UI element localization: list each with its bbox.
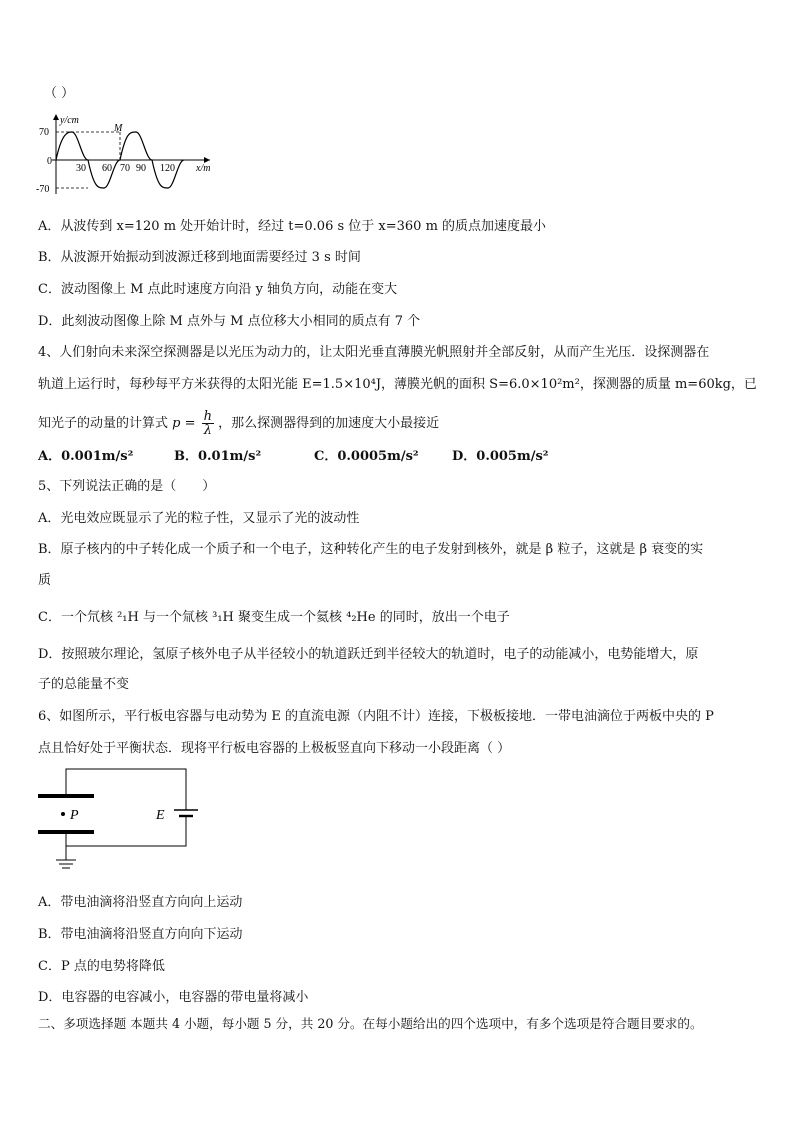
wave-graph — [36, 112, 216, 196]
q5-option-c: C．一个氘核 ²₁H 与一个氚核 ³₁H 聚变生成一个氦核 ⁴₂He 的同时，放出一个电子 — [38, 610, 510, 625]
q6-option-a: A．带电油滴将沿竖直方向向上运动 — [38, 895, 243, 910]
q6-option-c: C．P 点的电势将降低 — [38, 959, 165, 974]
circuit-top-wire — [66, 769, 186, 804]
q4-option-b: B．0.01m/s² — [174, 449, 262, 464]
q6-option-b: B．带电油滴将沿竖直方向向下运动 — [38, 927, 243, 942]
q4-stem-line1: 4、人们射向未来深空探测器是以光压为动力的，让太阳光垂直薄膜光帆照射并全部反射，从而产生光压．设探测器在 — [38, 345, 710, 360]
section2-heading: 二、多项选择题 本题共 4 小题，每小题 5 分，共 20 分。在每小题给出的四个选项中，有多个选项是符合题目要求的。 — [38, 1016, 703, 1031]
q3-option-d: D．此刻波动图像上除 M 点外与 M 点位移大小相同的质点有 7 个 — [38, 314, 421, 329]
q4-option-d: D．0.005m/s² — [452, 449, 549, 464]
capacitor-circuit — [34, 766, 214, 884]
q4-stem-line3 — [38, 410, 439, 437]
q6-stem-line1: 6、如图所示，平行板电容器与电动势为 E 的直流电源（内阻不计）连接，下极板接地．一带电油滴位于两板中央的 P — [38, 709, 714, 724]
x-tick-60: 60 — [102, 163, 112, 174]
oil-droplet — [61, 812, 65, 816]
formula-numerator: h — [203, 409, 213, 424]
q4-stem-line2: 轨道上运行时，每秒每平方米获得的太阳光能 E=1.5×10⁴J，薄膜光帆的面积 S=6.0×10²m²，探测器的质量 m=60kg，已 — [38, 377, 757, 392]
x-tick-120: 120 — [160, 163, 175, 174]
q3-option-b: B．从波源开始振动到波源迁移到地面需要经过 3 s 时间 — [38, 250, 361, 265]
formula-fraction — [202, 410, 214, 437]
point-m-label: M — [114, 123, 123, 134]
q4-formula — [172, 410, 214, 437]
y-label-neg70: -70 — [36, 184, 50, 195]
q6-stem-line2: 点且恰好处于平衡状态．现将平行板电容器的上极板竖直向下移动一小段距离（ ） — [38, 741, 511, 756]
point-p-label: P — [70, 808, 79, 823]
x-tick-30: 30 — [76, 163, 86, 174]
q3-option-a: A．从波传到 x=120 m 处开始计时，经过 t=0.06 s 位于 x=360 m 的质点加速度最小 — [38, 219, 547, 234]
q5-option-d-line2: 子的总能量不变 — [38, 677, 130, 692]
formula-lhs: p = — [172, 416, 196, 431]
q5-stem: 5、下列说法正确的是（ ） — [38, 479, 216, 494]
y-axis-arrow — [53, 114, 59, 120]
upper-plate — [38, 794, 94, 798]
q6-option-d: D．电容器的电容减小，电容器的带电量将减小 — [38, 990, 309, 1005]
formula-denominator: λ — [203, 423, 212, 438]
q5-option-b-line1: B．原子核内的中子转化成一个质子和一个电子，这种转化产生的电子发射到核外，就是 β 粒子，这就是 β 衰变的实 — [38, 542, 704, 557]
q3-option-c: C．波动图像上 M 点此时速度方向沿 y 轴负方向，动能在变大 — [38, 282, 398, 297]
q3-answer-paren: （ ） — [44, 86, 75, 101]
x-tick-90: 90 — [136, 163, 146, 174]
q4-options — [0, 448, 794, 466]
y-axis-label: y/cm — [60, 115, 79, 126]
y-label-70: 70 — [39, 127, 49, 138]
x-tick-70: 70 — [120, 163, 130, 174]
q4-line3-post: ，那么探测器得到的加速度大小最接近 — [218, 416, 440, 431]
x-axis-label: x/m — [196, 163, 211, 174]
q4-line3-pre: 知光子的动量的计算式 — [38, 416, 169, 431]
q5-option-b-line2: 质 — [38, 573, 52, 588]
lower-plate — [38, 830, 94, 834]
source-e-label: E — [156, 808, 165, 823]
y-label-0: 0 — [47, 156, 52, 167]
q4-option-c: C．0.0005m/s² — [314, 449, 419, 464]
q5-option-d-line1: D．按照玻尔理论，氢原子核外电子从半径较小的轨道跃迁到半径较大的轨道时，电子的动能减小，电势能增大，原 — [38, 647, 699, 662]
q4-option-a: A．0.001m/s² — [38, 449, 134, 464]
q5-option-a: A．光电效应既显示了光的粒子性，又显示了光的波动性 — [38, 511, 360, 526]
